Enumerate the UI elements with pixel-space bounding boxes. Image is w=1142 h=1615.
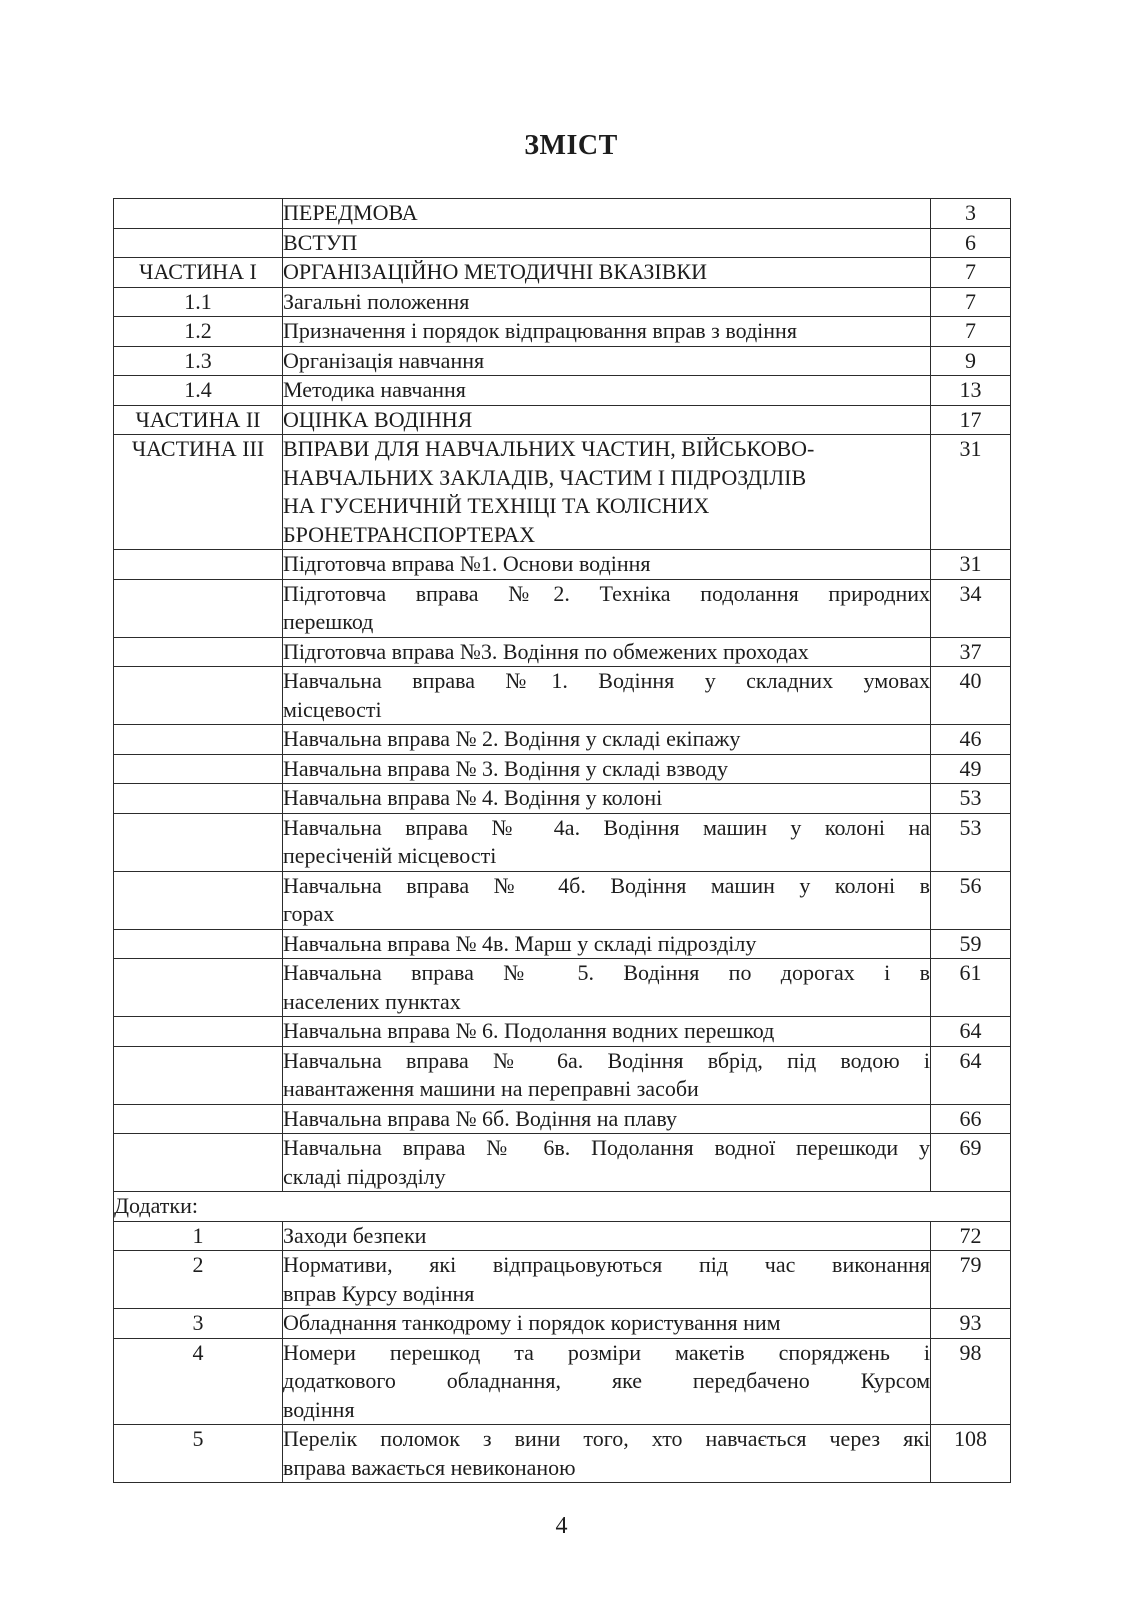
row-number-cell: 1.1 bbox=[114, 287, 283, 317]
row-number-cell bbox=[114, 1134, 283, 1192]
row-title-cell bbox=[283, 287, 931, 317]
row-page-cell: 17 bbox=[931, 405, 1011, 435]
row-title-line: Загальні положення bbox=[283, 288, 470, 314]
toc-row bbox=[114, 579, 1011, 637]
row-title-line: додаткового обладнання, яке передбачено Курсом bbox=[283, 1368, 930, 1393]
row-title-cell bbox=[283, 1134, 931, 1192]
row-number-cell: ЧАСТИНА III bbox=[114, 435, 283, 550]
toc-row bbox=[114, 1192, 1011, 1222]
row-title-cell bbox=[283, 317, 931, 347]
row-number-cell: ЧАСТИНА II bbox=[114, 405, 283, 435]
toc-row bbox=[114, 228, 1011, 258]
row-page-cell: 69 bbox=[931, 1134, 1011, 1192]
row-page-cell: 53 bbox=[931, 813, 1011, 871]
toc-row bbox=[114, 959, 1011, 1017]
toc-section-label: Додатки: bbox=[114, 1192, 1011, 1222]
row-title-line: ОРГАНІЗАЦІЙНО МЕТОДИЧНІ ВКАЗІВКИ bbox=[283, 259, 707, 284]
toc-table bbox=[113, 198, 1011, 1483]
row-number-cell: 3 bbox=[114, 1309, 283, 1339]
row-page-cell: 93 bbox=[931, 1309, 1011, 1339]
row-number-cell bbox=[114, 550, 283, 580]
row-page-cell: 13 bbox=[931, 376, 1011, 406]
row-title-line: Навчальна вправа № 6а. Водіння вбрід, під водою і bbox=[283, 1047, 930, 1073]
toc-row bbox=[114, 1251, 1011, 1309]
row-page-cell: 7 bbox=[931, 258, 1011, 288]
toc-row bbox=[114, 784, 1011, 814]
toc-row bbox=[114, 376, 1011, 406]
row-title-line: НА ГУСЕНИЧНІЙ ТЕХНІЦІ ТА КОЛІСНИХ bbox=[283, 493, 710, 518]
row-number-cell: 1.4 bbox=[114, 376, 283, 406]
toc-row bbox=[114, 258, 1011, 288]
row-title-cell bbox=[283, 550, 931, 580]
row-number-cell: 5 bbox=[114, 1425, 283, 1483]
row-title-cell bbox=[283, 725, 931, 755]
toc-row bbox=[114, 637, 1011, 667]
row-title-cell bbox=[283, 959, 931, 1017]
row-title-line: Навчальна вправа № 4в. Марш у складі підрозділу bbox=[283, 930, 757, 956]
row-title-line: вправа важається невиконаною bbox=[283, 1454, 576, 1480]
row-title-cell bbox=[283, 1221, 931, 1251]
row-title-line: Навчальна вправа № 5. Водіння по дорогах і в bbox=[283, 960, 930, 985]
toc-row bbox=[114, 550, 1011, 580]
row-page-cell: 34 bbox=[931, 579, 1011, 637]
row-page-cell: 98 bbox=[931, 1338, 1011, 1425]
row-title-cell bbox=[283, 346, 931, 376]
row-number-cell bbox=[114, 579, 283, 637]
row-number-cell bbox=[114, 959, 283, 1017]
row-title-line: Методика навчання bbox=[283, 377, 466, 402]
row-number-cell bbox=[114, 1046, 283, 1104]
row-title-line: перешкод bbox=[283, 609, 374, 634]
row-page-cell: 37 bbox=[931, 637, 1011, 667]
page-title: ЗМІСТ bbox=[524, 130, 618, 161]
row-title-cell bbox=[283, 1309, 931, 1339]
toc-row bbox=[114, 1425, 1011, 1483]
row-title-cell bbox=[283, 258, 931, 288]
row-title-line: навантаження машини на переправні засоби bbox=[283, 1076, 699, 1101]
toc-row bbox=[114, 725, 1011, 755]
toc-row bbox=[114, 1017, 1011, 1047]
row-page-cell: 61 bbox=[931, 959, 1011, 1017]
row-title-cell bbox=[283, 929, 931, 959]
row-title-cell bbox=[283, 871, 931, 929]
row-page-cell: 59 bbox=[931, 929, 1011, 959]
row-page-cell: 31 bbox=[931, 435, 1011, 550]
row-number-cell bbox=[114, 1104, 283, 1134]
row-title-line: Нормативи, які відпрацьовуються під час виконання bbox=[283, 1252, 930, 1277]
toc-row bbox=[114, 287, 1011, 317]
row-title-cell bbox=[283, 228, 931, 258]
row-title-line: Підготовча вправа №1. Основи водіння bbox=[283, 551, 651, 576]
row-title-line: горах bbox=[283, 901, 335, 926]
toc-row bbox=[114, 813, 1011, 871]
toc-row bbox=[114, 1221, 1011, 1251]
row-title-line: Призначення і порядок відпрацювання вправ з водіння bbox=[283, 318, 797, 343]
toc-row bbox=[114, 317, 1011, 347]
row-title-cell bbox=[283, 405, 931, 435]
row-number-cell: 1.3 bbox=[114, 346, 283, 376]
row-title-line: Навчальна вправа № 4. Водіння у колоні bbox=[283, 785, 663, 810]
row-title-cell bbox=[283, 637, 931, 667]
row-number-cell: 2 bbox=[114, 1251, 283, 1309]
row-title-cell bbox=[283, 579, 931, 637]
row-title-line: ПЕРЕДМОВА bbox=[283, 200, 418, 225]
row-title-line: населених пунктах bbox=[283, 988, 461, 1014]
row-page-cell: 108 bbox=[931, 1425, 1011, 1483]
row-title-cell bbox=[283, 1017, 931, 1047]
row-page-cell: 49 bbox=[931, 754, 1011, 784]
row-number-cell bbox=[114, 667, 283, 725]
row-title-line: Обладнання танкодрому і порядок користування ним bbox=[283, 1310, 781, 1335]
row-title-line: Навчальна вправа № 4б. Водіння машин у колоні в bbox=[283, 872, 930, 898]
toc-row bbox=[114, 1309, 1011, 1339]
row-title-line: ВСТУП bbox=[283, 229, 358, 255]
row-page-cell: 53 bbox=[931, 784, 1011, 814]
row-page-cell: 46 bbox=[931, 725, 1011, 755]
page-number: 4 bbox=[555, 1513, 568, 1539]
row-title-line: Підготовча вправа №2. Техніка подолання природних bbox=[283, 580, 930, 606]
toc-row bbox=[114, 754, 1011, 784]
row-page-cell: 7 bbox=[931, 317, 1011, 347]
row-title-line: Навчальна вправа № 6в. Подолання водної перешкоди у bbox=[283, 1135, 930, 1160]
row-number-cell bbox=[114, 784, 283, 814]
row-title-line: вправ Курсу водіння bbox=[283, 1280, 475, 1306]
row-title-line: Номери перешкод та розміри макетів споряджень і bbox=[283, 1339, 930, 1365]
row-title-cell bbox=[283, 1251, 931, 1309]
row-number-cell bbox=[114, 228, 283, 258]
row-title-line: Навчальна вправа № 3. Водіння у складі взводу bbox=[283, 755, 728, 781]
row-title-cell bbox=[283, 376, 931, 406]
row-number-cell bbox=[114, 871, 283, 929]
row-page-cell: 66 bbox=[931, 1104, 1011, 1134]
toc-row bbox=[114, 1338, 1011, 1425]
row-title-line: Навчальна вправа № 2. Водіння у складі екіпажу bbox=[283, 726, 741, 751]
row-title-cell bbox=[283, 1104, 931, 1134]
row-title-cell bbox=[283, 199, 931, 229]
row-title-line: БРОНЕТРАНСПОРТЕРАХ bbox=[283, 521, 536, 547]
row-title-line: Навчальна вправа №1. Водіння у складних умовах bbox=[283, 668, 930, 693]
row-title-cell bbox=[283, 754, 931, 784]
row-title-cell bbox=[283, 813, 931, 871]
row-title-cell bbox=[283, 1338, 931, 1425]
row-number-cell bbox=[114, 725, 283, 755]
toc-row bbox=[114, 346, 1011, 376]
row-page-cell: 64 bbox=[931, 1046, 1011, 1104]
row-title-cell bbox=[283, 1425, 931, 1483]
row-title-line: Заходи безпеки bbox=[283, 1222, 427, 1248]
row-number-cell bbox=[114, 813, 283, 871]
row-number-cell: 1 bbox=[114, 1221, 283, 1251]
row-page-cell: 9 bbox=[931, 346, 1011, 376]
row-title-line: пересіченій місцевості bbox=[283, 843, 497, 868]
row-page-cell: 6 bbox=[931, 228, 1011, 258]
row-title-line: НАВЧАЛЬНИХ ЗАКЛАДІВ, ЧАСТИМ І ПІДРОЗДІЛІВ bbox=[283, 464, 807, 490]
row-number-cell bbox=[114, 929, 283, 959]
toc-row bbox=[114, 1134, 1011, 1192]
row-page-cell: 64 bbox=[931, 1017, 1011, 1047]
row-title-line: Навчальна вправа № 4а. Водіння машин у колоні на bbox=[283, 814, 930, 840]
toc-row bbox=[114, 1104, 1011, 1134]
row-title-cell bbox=[283, 1046, 931, 1104]
row-title-line: ОЦІНКА ВОДІННЯ bbox=[283, 406, 473, 432]
row-number-cell: ЧАСТИНА I bbox=[114, 258, 283, 288]
row-title-line: ВПРАВИ ДЛЯ НАВЧАЛЬНИХ ЧАСТИН, ВІЙСЬКОВО- bbox=[283, 436, 815, 461]
row-title-line: Навчальна вправа № 6. Подолання водних перешкод bbox=[283, 1018, 775, 1043]
row-number-cell: 4 bbox=[114, 1338, 283, 1425]
toc-row bbox=[114, 667, 1011, 725]
toc-row bbox=[114, 929, 1011, 959]
toc-row bbox=[114, 871, 1011, 929]
row-title-line: місцевості bbox=[283, 696, 382, 722]
row-title-line: Організація навчання bbox=[283, 347, 485, 373]
row-page-cell: 40 bbox=[931, 667, 1011, 725]
row-title-line: складі підрозділу bbox=[283, 1163, 446, 1189]
row-page-cell: 72 bbox=[931, 1221, 1011, 1251]
row-page-cell: 7 bbox=[931, 287, 1011, 317]
row-number-cell: 1.2 bbox=[114, 317, 283, 347]
row-title-cell bbox=[283, 667, 931, 725]
row-number-cell bbox=[114, 754, 283, 784]
toc-row bbox=[114, 405, 1011, 435]
row-title-line: Навчальна вправа № 6б. Водіння на плаву bbox=[283, 1105, 677, 1131]
row-page-cell: 56 bbox=[931, 871, 1011, 929]
row-number-cell bbox=[114, 1017, 283, 1047]
toc-row bbox=[114, 1046, 1011, 1104]
row-number-cell bbox=[114, 199, 283, 229]
row-number-cell bbox=[114, 637, 283, 667]
toc-row bbox=[114, 435, 1011, 550]
row-title-line: водіння bbox=[283, 1396, 355, 1422]
row-page-cell: 31 bbox=[931, 550, 1011, 580]
row-page-cell: 3 bbox=[931, 199, 1011, 229]
row-page-cell: 79 bbox=[931, 1251, 1011, 1309]
row-title-line: Перелік поломок з вини того, хто навчається через які bbox=[283, 1426, 930, 1451]
row-title-cell bbox=[283, 435, 931, 550]
row-title-cell bbox=[283, 784, 931, 814]
toc-table-body bbox=[114, 199, 1011, 1483]
toc-row bbox=[114, 199, 1011, 229]
row-title-line: Підготовча вправа №3. Водіння по обмежених проходах bbox=[283, 638, 809, 664]
